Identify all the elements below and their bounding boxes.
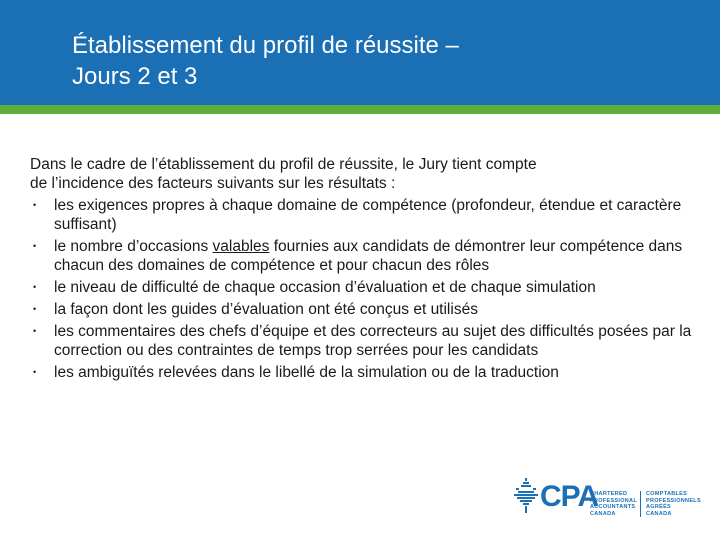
list-item: [30, 322, 695, 360]
bullet-icon: •: [33, 200, 37, 210]
logo-en-line: PROFESSIONAL: [590, 497, 637, 504]
cpa-logo: [514, 476, 704, 524]
logo-divider: [640, 491, 641, 517]
intro-paragraph: [30, 155, 695, 193]
list-item-text: les commentaires des chefs d’équipe et des correcteurs au sujet des difficultés posées par la correction ou des contraintes de temps trop serrées pour les candidats: [54, 323, 692, 359]
logo-fr-line: COMPTABLES: [646, 491, 688, 497]
logo-en-line: CHARTERED: [590, 491, 628, 497]
factor-list: [30, 196, 695, 382]
bullet-icon: •: [33, 282, 37, 292]
list-item-text: le niveau de difficulté de chaque occasion d’évaluation et de chaque simulation: [54, 279, 596, 296]
list-item: [30, 278, 695, 297]
list-item: [30, 300, 695, 319]
logo-french-name: [646, 491, 701, 517]
list-item-text: les exigences propres à chaque domaine de compétence (profondeur, étendue et caractère suffisant): [54, 197, 682, 233]
logo-fr-line: CANADA: [646, 510, 672, 517]
list-item: [30, 196, 695, 234]
cpa-wordmark: CPA: [540, 480, 599, 513]
logo-en-line: CANADA: [590, 510, 616, 517]
bullet-icon: •: [33, 241, 37, 251]
list-item-text-after: fournies aux candidats de démontrer leur compétence dans chacun des domaines de compétence et pour chacun des rôles: [54, 238, 683, 274]
maple-leaf-icon: [514, 478, 538, 514]
slide-title: [72, 30, 459, 92]
slide-body: [30, 155, 695, 382]
list-item: [30, 363, 695, 382]
slide-title-line-1: Établissement du profil de réussite –: [72, 32, 459, 59]
list-item-text: la façon dont les guides d’évaluation ont été conçus et utilisés: [54, 301, 478, 318]
list-item: [30, 237, 695, 275]
list-item-underlined-word: valables: [212, 238, 270, 255]
bullet-icon: •: [33, 326, 37, 336]
list-item-text-before: le nombre d’occasions: [54, 238, 213, 255]
header-accent-rule: [0, 105, 720, 114]
intro-line-1: Dans le cadre de l’établissement du profil de réussite, le Jury tient compte: [30, 156, 537, 173]
intro-line-2: de l’incidence des facteurs suivants sur les résultats :: [30, 175, 396, 192]
bullet-icon: •: [33, 367, 37, 377]
logo-fr-line: PROFESSIONNELS: [646, 497, 701, 504]
logo-english-name: [590, 491, 637, 517]
bullet-icon: •: [33, 304, 37, 314]
slide-title-line-2: Jours 2 et 3: [72, 63, 198, 90]
logo-en-line: ACCOUNTANTS: [590, 504, 636, 510]
logo-fr-line: AGRÉÉS: [646, 504, 672, 510]
list-item-text: les ambiguïtés relevées dans le libellé de la simulation ou de la traduction: [54, 364, 559, 381]
